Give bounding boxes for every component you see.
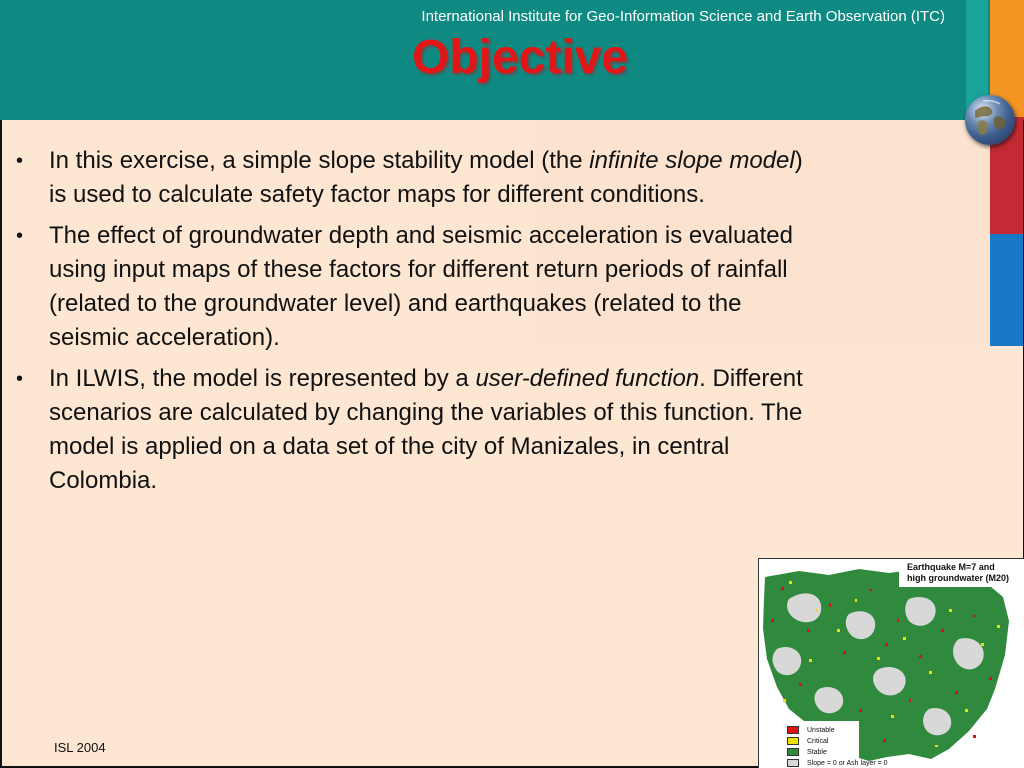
legend-item <box>787 725 888 735</box>
bullet-text: The effect of groundwater depth and seismic acceleration is evaluated using input maps of these factors for different return periods of rainfall (related to the groundwater level) and earthquakes (related to the seismic acceleration). <box>49 222 793 351</box>
globe-icon <box>965 95 1015 145</box>
legend-swatch-unstable <box>787 726 799 734</box>
map-title-line: high groundwater (M20) <box>907 573 1009 583</box>
bullet-text: In ILWIS, the model is represented by a <box>49 365 476 392</box>
legend-swatch-no-slope <box>787 759 799 767</box>
bullet-symbol: • <box>16 225 24 247</box>
footer-label: ISL 2004 <box>54 740 106 755</box>
slide-title: Objective <box>411 31 629 84</box>
legend-item <box>787 747 888 757</box>
bullet-symbol: • <box>16 150 24 172</box>
map-title-line: Earthquake M=7 and <box>907 562 995 572</box>
bullet-item <box>16 362 816 498</box>
legend-label: Slope = 0 or Ash layer = 0 <box>807 759 888 767</box>
legend-label: Critical <box>807 737 829 745</box>
bullet-text: . Different scenarios are calculated by changing the variables of this function. The model is applied on a data set of the city of Manizales, in central Colombia. <box>49 365 803 494</box>
bullet-list <box>16 144 816 505</box>
hazard-map-image <box>758 558 1024 768</box>
legend-swatch-stable <box>787 748 799 756</box>
slide-header <box>0 0 990 120</box>
map-legend <box>787 725 888 768</box>
bullet-emphasis: user-defined function <box>475 365 700 392</box>
legend-swatch-critical <box>787 737 799 745</box>
map-title <box>907 562 1009 584</box>
bullet-item <box>16 144 816 212</box>
legend-label: Stable <box>807 748 827 756</box>
bullet-text: ) is used to calculate safety factor maps for different conditions. <box>49 147 803 208</box>
legend-item <box>787 758 888 768</box>
bullet-item <box>16 219 816 355</box>
bullet-text: In this exercise, a simple slope stability model (the <box>49 147 590 174</box>
bullet-emphasis: infinite slope model <box>589 147 795 174</box>
legend-item <box>787 736 888 746</box>
organization-name: International Institute for Geo-Information Science and Earth Observation (ITC) <box>421 8 945 25</box>
bullet-symbol: • <box>16 368 24 390</box>
legend-label: Unstable <box>807 726 835 734</box>
